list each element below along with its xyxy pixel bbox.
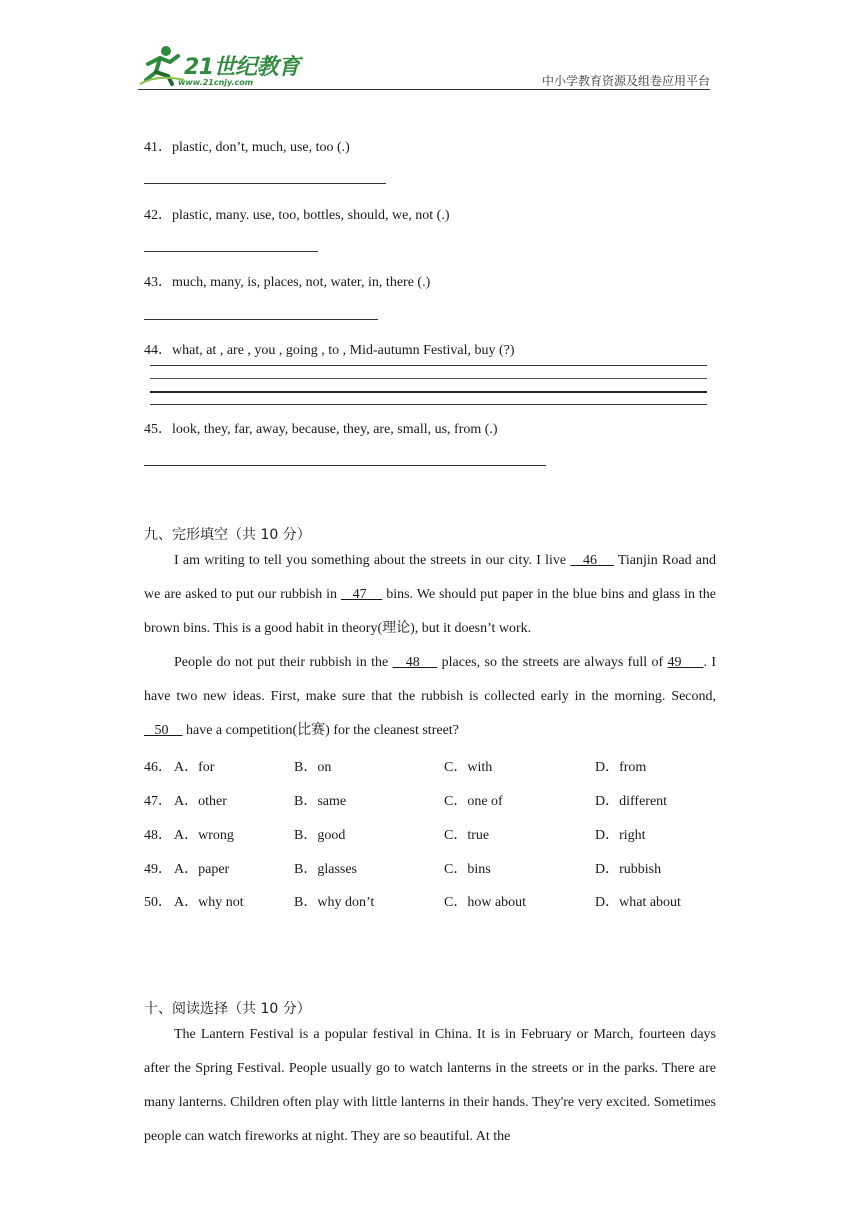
answer-line-43[interactable]	[144, 319, 378, 320]
option-a[interactable]: A．for	[174, 760, 215, 775]
option-number: 47．	[144, 794, 172, 809]
option-a[interactable]: A．wrong	[174, 828, 234, 843]
header-divider	[138, 89, 710, 90]
page-header	[138, 42, 710, 90]
cloze-text: have a competition(比赛) for the cleanest street?	[182, 723, 459, 738]
answer-line-45[interactable]	[144, 465, 546, 466]
option-b[interactable]: B．good	[294, 828, 346, 843]
answer-line-44c[interactable]	[150, 391, 707, 393]
cloze-text: places, so the streets are always full of	[437, 655, 668, 670]
question-43: 43．much, many, is, places, not, water, in, there (.)	[144, 275, 431, 290]
option-d[interactable]: D．right	[595, 828, 646, 843]
cloze-paragraph-2	[144, 646, 716, 748]
answer-line-41[interactable]	[144, 183, 386, 184]
option-b[interactable]: B．same	[294, 794, 347, 809]
site-logo	[138, 42, 308, 90]
answer-line-44a[interactable]	[150, 365, 707, 366]
cloze-text: . I have two new ideas. First, make sure that the rubbish is collected early in the morning. Second,	[144, 655, 716, 704]
answer-line-44b[interactable]	[150, 378, 707, 379]
question-42: 42．plastic, many. use, too, bottles, should, we, not (.)	[144, 208, 450, 223]
answer-line-44d[interactable]	[150, 404, 707, 405]
logo-url: www.21cnjy.com	[178, 78, 254, 87]
option-d[interactable]: D．rubbish	[595, 862, 662, 877]
logo-text: 21世纪教育	[184, 55, 300, 80]
option-b[interactable]: B．why don’t	[294, 895, 375, 910]
reading-section-title: 十、阅读选择（共 10 分）	[144, 1001, 311, 1017]
blank-49: 49	[667, 655, 704, 670]
option-d[interactable]: D．what about	[595, 895, 681, 910]
cloze-text: I am writing to tell you something about the streets in our city. I live	[174, 553, 571, 568]
platform-name: 中小学教育资源及组卷应用平台	[541, 74, 710, 88]
option-a[interactable]: A．why not	[174, 895, 244, 910]
option-b[interactable]: B．glasses	[294, 862, 357, 877]
question-41: 41．plastic, don’t, much, use, too (.)	[144, 140, 350, 155]
option-number: 49．	[144, 862, 172, 877]
blank-50: 50	[144, 723, 183, 738]
reading-text: The Lantern Festival is a popular festival in China. It is in February or March, fourteen days after the Spring Festival. People usually go to watch lanterns in the streets or in the parks. There are many lanterns. Children often play with little lanterns in their hands. They're very excited. Sometimes people can watch fireworks at night. They are so beautiful. At the	[144, 1027, 716, 1144]
question-44: 44．what, at , are , you , going , to , Mid-autumn Festival, buy (?)	[144, 343, 515, 358]
blank-46: 46	[570, 553, 614, 568]
cloze-text: Tianjin Road and we are asked to put our rubbish in	[144, 553, 717, 602]
option-c[interactable]: C．how about	[444, 895, 527, 910]
reading-paragraph-1	[144, 1018, 716, 1154]
option-number: 46．	[144, 760, 172, 775]
option-number: 48．	[144, 828, 172, 843]
blank-48: 48	[392, 655, 438, 670]
question-45: 45．look, they, far, away, because, they, are, small, us, from (.)	[144, 422, 498, 437]
answer-line-42[interactable]	[144, 251, 318, 252]
option-number: 50．	[144, 895, 172, 910]
option-a[interactable]: A．other	[174, 794, 227, 809]
option-d[interactable]: D．from	[595, 760, 647, 775]
cloze-text: bins. We should put paper in the blue bins and glass in the brown bins. This is a good habit in theory(理论), but it doesn’t work.	[144, 587, 717, 636]
option-a[interactable]: A．paper	[174, 862, 230, 877]
blank-47: 47	[340, 587, 383, 602]
option-d[interactable]: D．different	[595, 794, 668, 809]
option-c[interactable]: C．one of	[444, 794, 503, 809]
option-b[interactable]: B．on	[294, 760, 332, 775]
cloze-paragraph-1	[144, 544, 716, 646]
option-c[interactable]: C．true	[444, 828, 490, 843]
cloze-section-title: 九、完形填空（共 10 分）	[144, 527, 311, 543]
option-c[interactable]: C．with	[444, 760, 493, 775]
option-c[interactable]: C．bins	[444, 862, 491, 877]
cloze-text: People do not put their rubbish in the	[174, 655, 393, 670]
